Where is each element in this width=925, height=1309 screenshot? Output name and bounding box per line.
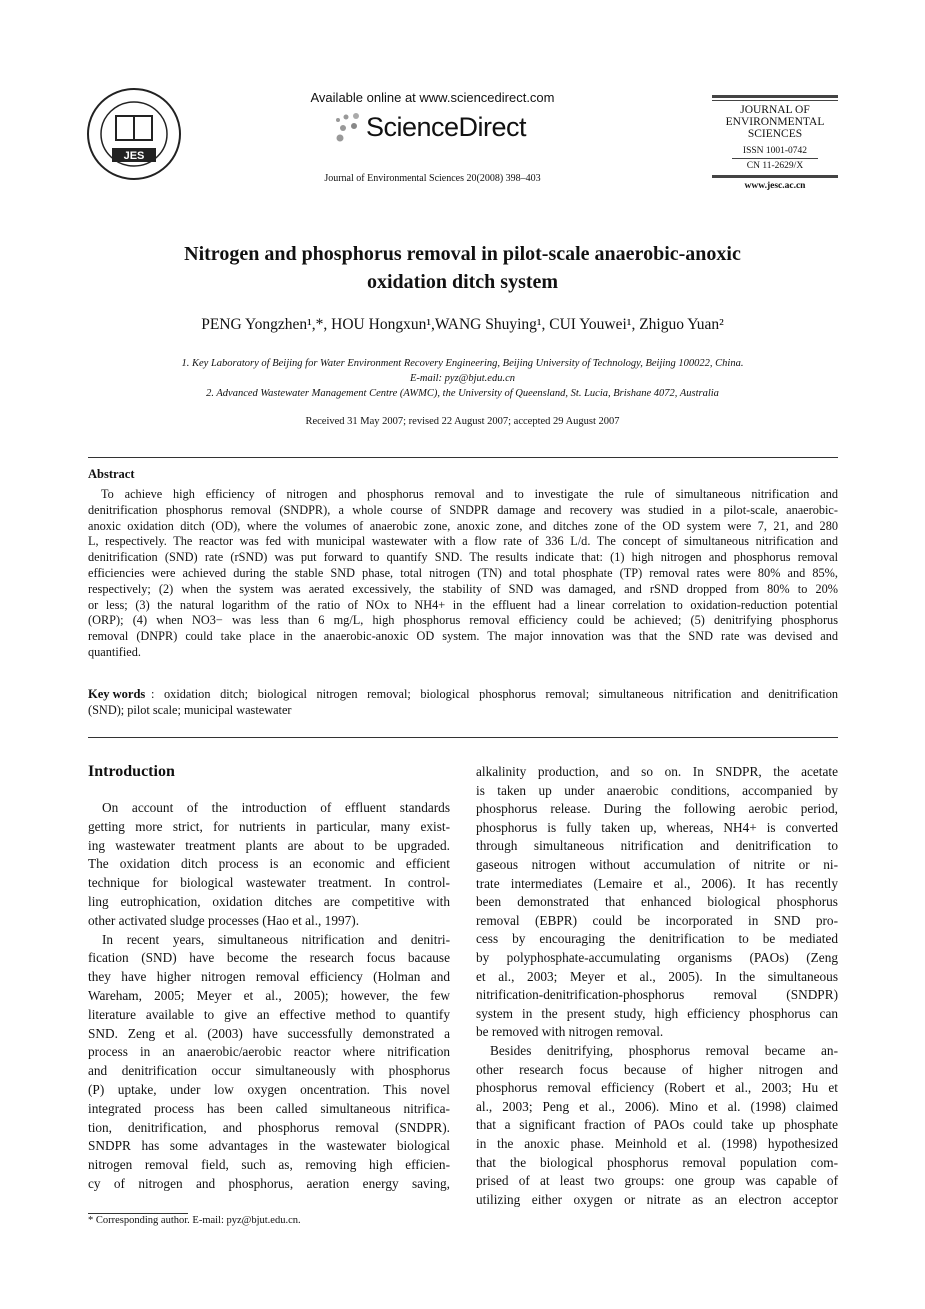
text-line: that the biological phosphorus removal population com- bbox=[476, 1154, 838, 1170]
text-line: ing wastewater treatment plants are about to be upgraded. bbox=[88, 837, 450, 853]
text-line: been demonstrated that enhanced biological phosphorus bbox=[476, 894, 838, 910]
affiliation-2: 2. Advanced Wastewater Management Centre (AWMC), the University of Queensland, St. Lucia, Brishane 4072, Australia bbox=[206, 388, 719, 399]
footnote-rule bbox=[88, 1213, 188, 1214]
available-online[interactable]: Available online at www.sciencedirect.com bbox=[310, 90, 555, 105]
svg-text:JES: JES bbox=[123, 150, 145, 162]
text-line: by polyphosphate-accumulating organisms (PAOs) (Zeng bbox=[476, 950, 838, 965]
text-line: al., 2003; Peng et al., 2006). Mino et al. (1998) claimed bbox=[476, 1098, 838, 1114]
text-line: other activated sludge processes (Hao et al., 1997). bbox=[88, 912, 360, 928]
text-line: integrated process has been called simultaneous nitrifica- bbox=[88, 1100, 450, 1116]
text-line: fication (SND) have become the research focus bacause bbox=[88, 950, 450, 966]
text-line: be removed with nitrogen removal. bbox=[476, 1024, 664, 1040]
text-line: alkalinity production, and so on. In SNDPR, the acetate bbox=[476, 764, 838, 779]
text-line: anoxic oxidation ditch (OD), where the volumes of anaerobic zone, anoxic zone, and ditches zone of the OD system were 7, 21, and 280 bbox=[88, 518, 838, 533]
text-line: gaseous nitrogen without accumulation of nitrite or ni- bbox=[476, 857, 838, 872]
text-line: trate intermediates (Lemaire et al., 2006). It has recently bbox=[476, 875, 838, 891]
text-line: efficiencies were achieved during the stable SND phase, total nitrogen (TN) and total phosphate (TP) removal rates were 80% and 85%, bbox=[88, 566, 838, 580]
text-line: (SND); pilot scale; municipal wastewater bbox=[88, 702, 292, 717]
text-line: or less; (3) the natural logarithm of the ratio of NOx to NH4+ in the effluent had a linear correlation to oxidation-reduction potential bbox=[88, 597, 838, 612]
text-line: (ORP); (4) when NO3− was less than 6 mg/L, high phosphorus removal efficiency could be achieved; (5) denitrifying phosphorus bbox=[88, 613, 838, 628]
text-line: In recent years, simultaneous nitrification and denitri- bbox=[102, 931, 450, 947]
text-line: nitrification-denitrification-phosphorus removal (SNDPR) bbox=[476, 987, 838, 1003]
text-line: they have higher nitrogen removal efficiency (Holman and bbox=[88, 969, 450, 985]
sciencedirect-wordmark: ScienceDirect bbox=[366, 112, 527, 142]
abstract-top-rule bbox=[88, 457, 838, 458]
text-line: L, respectively. The reactor was fed with municipal wastewater with a flow rate of 336 L/d. The concept of simultaneous nitrification and bbox=[88, 534, 838, 549]
text-line: that a significant fraction of PAOs could take up phosphate bbox=[476, 1117, 838, 1133]
text-line: literature available to give an effective method to quantify bbox=[88, 1006, 450, 1022]
text-line: phosphorus removal efficiency (Robert et al., 2003; Hu et bbox=[476, 1080, 838, 1096]
text-line: ling eutrophication, oxidation ditches are competitive with bbox=[88, 894, 450, 909]
text-line: The oxidation ditch process is an economic and efficient bbox=[88, 856, 450, 872]
text-line: Wareham, 2005; Meyer et al., 2005); however, the few bbox=[88, 988, 450, 1003]
text-line: other research focus because of higher nitrogen and bbox=[476, 1061, 838, 1077]
text-line: removal (EBPR) could be incorporated in SND pro- bbox=[476, 912, 838, 928]
journal-name-2: ENVIRONMENTAL bbox=[725, 116, 825, 128]
text-line: (P) uptake, under low oxygen oncentration. This novel bbox=[88, 1082, 450, 1097]
text-line: and denitrification occur simultaneously with phosphorus bbox=[88, 1063, 450, 1079]
journal-citation: Journal of Environmental Sciences 20(2008) 398–403 bbox=[324, 173, 541, 184]
text-line: cy of nitrogen and phosphorus, aeration energy saving, bbox=[88, 1176, 450, 1191]
journal-name-3: SCIENCES bbox=[747, 128, 803, 140]
keywords-label: Key words bbox=[88, 687, 146, 701]
journal-name-1: JOURNAL OF bbox=[740, 104, 810, 116]
authors: PENG Yongzhen¹,*, HOU Hongxun¹,WANG Shuying¹, CUI Youwei¹, Zhiguo Yuan² bbox=[201, 316, 724, 333]
text-line: tion, denitrification, and phosphorus removal (SNDPR). bbox=[88, 1119, 450, 1135]
abstract-bottom-rule bbox=[88, 737, 838, 738]
issn: ISSN 1001-0742 bbox=[742, 146, 808, 156]
text-line: technique for biological wastewater treatment. In control- bbox=[88, 875, 450, 891]
text-line: getting more strict, for nutrients in particular, many exist- bbox=[88, 818, 450, 834]
sciencedirect-dots-icon bbox=[330, 108, 370, 148]
sciencedirect-logo bbox=[330, 108, 550, 148]
text-line: system in the present study, high efficiency phosphorus can bbox=[476, 1005, 838, 1021]
text-line: nitrogen removal field, such as, removing high efficien- bbox=[88, 1157, 450, 1173]
text-line: cess by encouraging the denitrification to be mediated bbox=[476, 931, 838, 947]
text-line: quantified. bbox=[88, 645, 141, 659]
text-line: utilizing either oxygen or nitrate as an electron acceptor bbox=[476, 1191, 838, 1207]
text-line: On account of the introduction of effluent standards bbox=[102, 800, 450, 815]
text-line: is taken up under anaerobic conditions, accompanied by bbox=[476, 782, 838, 798]
text-line: Besides denitrifying, phosphorus removal became an- bbox=[490, 1043, 838, 1058]
text-line: process in an anaerobic/aerobic reactor where nitrification bbox=[88, 1044, 450, 1060]
text-line: phosphorus release. During the following aerobic period, bbox=[476, 801, 838, 817]
affiliation-email[interactable]: E-mail: pyz@bjut.edu.cn bbox=[409, 373, 515, 384]
text-line: respectively; (2) when the system was aerated excessively, the stability of SND was damaged, and rSND dropped from 80% to 20% bbox=[88, 581, 838, 596]
footnote: * Corresponding author. E-mail: pyz@bjut.edu.cn. bbox=[88, 1215, 301, 1226]
affiliation-1: 1. Key Laboratory of Beijing for Water Environment Recovery Engineering, Beijing University of Technology, Beijing 100022, China. bbox=[181, 358, 744, 369]
journal-url[interactable]: www.jesc.ac.cn bbox=[744, 181, 806, 191]
text-line: phosphorus is fully taken up, whereas, NH4+ is converted bbox=[476, 819, 838, 835]
text-line: denitrification (SND) rate (rSND) was put forward to quantify SND. The results indicate that: (1) high nitrogen and phosphorus removal bbox=[88, 550, 838, 565]
text-line: prised of at least two groups: one group was capable of bbox=[476, 1173, 838, 1189]
text-line: through simultaneous nitrification and denitrification to bbox=[476, 838, 838, 854]
text-line: denitrification phosphorus removal (SNDPR), a whole course of SNDPR damage and recovery was studied in a pilot-scale, anaerobic- bbox=[88, 502, 838, 517]
text-line: et al., 2003; Meyer et al., 2005). In the simultaneous bbox=[476, 968, 838, 984]
jes-logo bbox=[84, 86, 184, 186]
journal-box bbox=[712, 95, 838, 192]
received-dates: Received 31 May 2007; revised 22 August 2007; accepted 29 August 2007 bbox=[305, 416, 620, 427]
abstract-heading: Abstract bbox=[88, 467, 135, 481]
section-heading-introduction: Introduction bbox=[88, 763, 175, 780]
text-line: To achieve high efficiency of nitrogen and phosphorus removal and to investigate the rule of simultaneous nitrification and bbox=[101, 487, 838, 501]
text-line: SND. Zeng et al. (2003) have successfully demonstrated a bbox=[88, 1025, 450, 1041]
text-line: in the anoxic phase. Meinhold et al. (1998) hypothesized bbox=[476, 1136, 838, 1151]
cn: CN 11-2629/X bbox=[746, 161, 804, 171]
text-line: removal (DNPR) could take place in the anaerobic-anoxic OD system. The major innovation was that the SND rate was devised and bbox=[88, 629, 838, 644]
paper-title-line2: oxidation ditch system bbox=[366, 271, 559, 293]
text-line: : oxidation ditch; biological nitrogen removal; biological phosphorus removal; simultaneous nitrification and denitrification bbox=[151, 687, 838, 701]
text-line: SNDPR has some advantages in the wastewater biological bbox=[88, 1138, 450, 1154]
paper-title-line1: Nitrogen and phosphorus removal in pilot-scale anaerobic-anoxic bbox=[184, 243, 741, 265]
